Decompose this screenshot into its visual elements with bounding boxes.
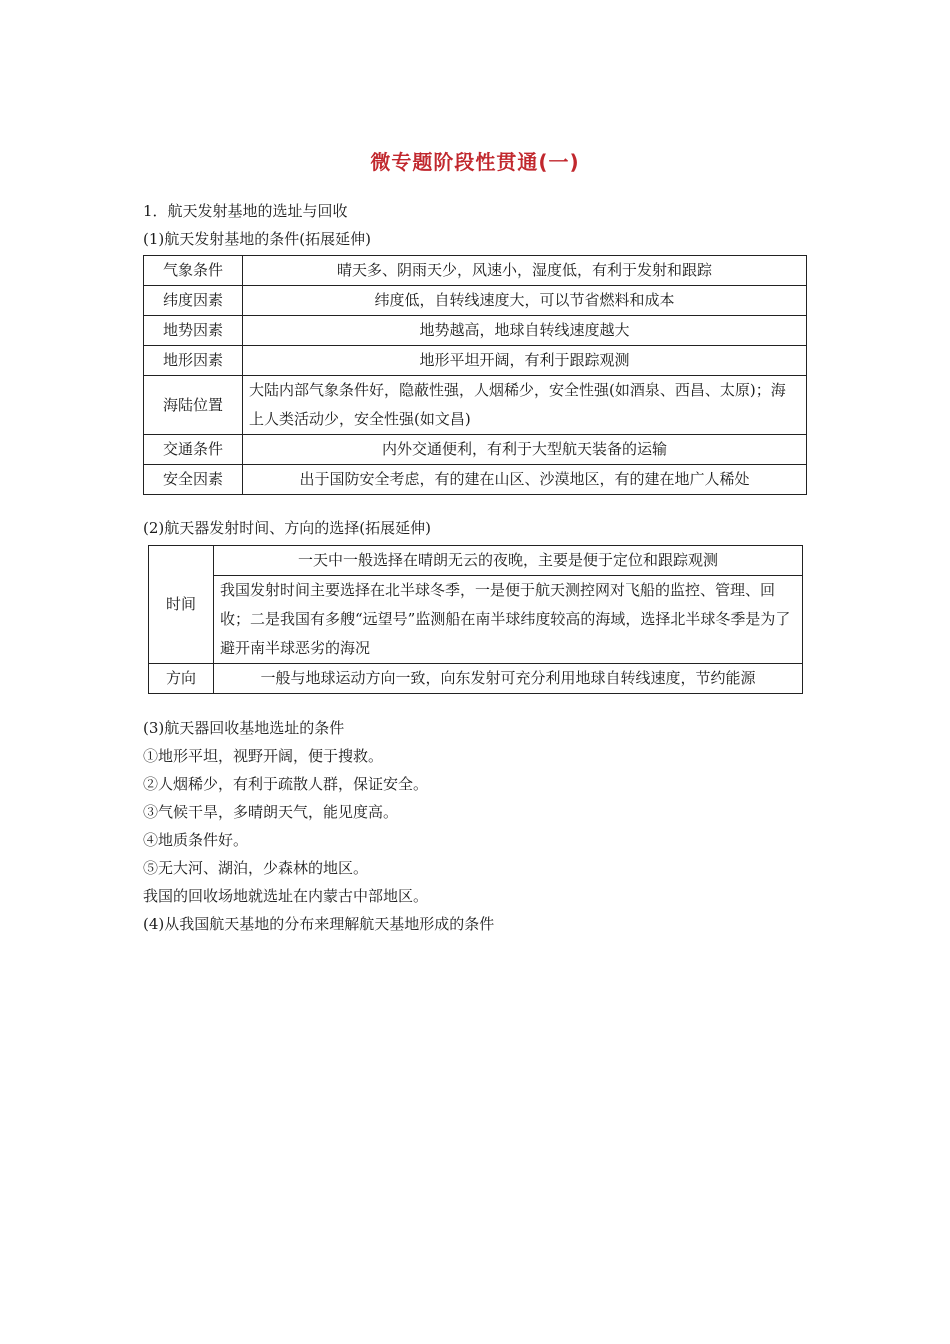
row-content: 晴天多、阴雨天少，风速小，湿度低，有利于发射和跟踪 <box>243 256 807 286</box>
row-content: 地势越高，地球自转线速度越大 <box>243 316 807 346</box>
table-row <box>144 316 807 346</box>
row-content: 一般与地球运动方向一致，向东发射可充分利用地球自转线速度，节约能源 <box>214 664 803 694</box>
row-content: 纬度低，自转线速度大，可以节省燃料和成本 <box>243 286 807 316</box>
row-content: 大陆内部气象条件好，隐蔽性强，人烟稀少，安全性强(如酒泉、西昌、太原)；海上人类活动少，安全性强(如文昌) <box>243 376 807 435</box>
list-item: ④地质条件好。 <box>143 831 249 849</box>
table-row <box>144 435 807 465</box>
row-label: 气象条件 <box>144 256 243 286</box>
table-row <box>144 376 807 435</box>
section-heading: 1．航天发射基地的选址与回收 <box>143 202 348 220</box>
list-item: ③气候干旱，多晴朗天气，能见度高。 <box>143 803 399 821</box>
body-text: 我国的回收场地就选址在内蒙古中部地区。 <box>143 887 429 905</box>
table-row <box>149 576 803 664</box>
row-label: 交通条件 <box>144 435 243 465</box>
row-content: 我国发射时间主要选择在北半球冬季，一是便于航天测控网对飞船的监控、管理、回收；二是我国有多艘“远望号”监测船在南半球纬度较高的海域，选择北半球冬季是为了避开南半球恶劣的海况 <box>214 576 803 664</box>
list-item: ⑤无大河、湖泊，少森林的地区。 <box>143 859 369 877</box>
page-title: 微专题阶段性贯通(一) <box>370 150 580 174</box>
row-content: 地形平坦开阔，有利于跟踪观测 <box>243 346 807 376</box>
row-label: 方向 <box>149 664 214 694</box>
table-row <box>144 286 807 316</box>
subsection-heading: (3)航天器回收基地选址的条件 <box>143 719 345 737</box>
subsection-heading: (2)航天器发射时间、方向的选择(拓展延伸) <box>143 519 431 537</box>
row-label: 地势因素 <box>144 316 243 346</box>
list-item: ②人烟稀少，有利于疏散人群，保证安全。 <box>143 775 429 793</box>
row-content: 出于国防安全考虑，有的建在山区、沙漠地区，有的建在地广人稀处 <box>243 465 807 495</box>
table-row <box>144 346 807 376</box>
table-row <box>149 546 803 576</box>
subsection-heading: (1)航天发射基地的条件(拓展延伸) <box>143 230 371 248</box>
row-label: 海陆位置 <box>144 376 243 435</box>
table-row <box>144 465 807 495</box>
row-label: 地形因素 <box>144 346 243 376</box>
row-label: 纬度因素 <box>144 286 243 316</box>
table-row <box>149 664 803 694</box>
row-label: 时间 <box>149 546 214 664</box>
subsection-heading: (4)从我国航天基地的分布来理解航天基地形成的条件 <box>143 915 495 933</box>
table-row <box>144 256 807 286</box>
launch-conditions-table <box>143 255 807 495</box>
list-item: ①地形平坦，视野开阔，便于搜救。 <box>143 747 384 765</box>
row-label: 安全因素 <box>144 465 243 495</box>
row-content: 内外交通便利，有利于大型航天装备的运输 <box>243 435 807 465</box>
row-content: 一天中一般选择在晴朗无云的夜晚，主要是便于定位和跟踪观测 <box>214 546 803 576</box>
launch-time-direction-table <box>148 545 803 694</box>
